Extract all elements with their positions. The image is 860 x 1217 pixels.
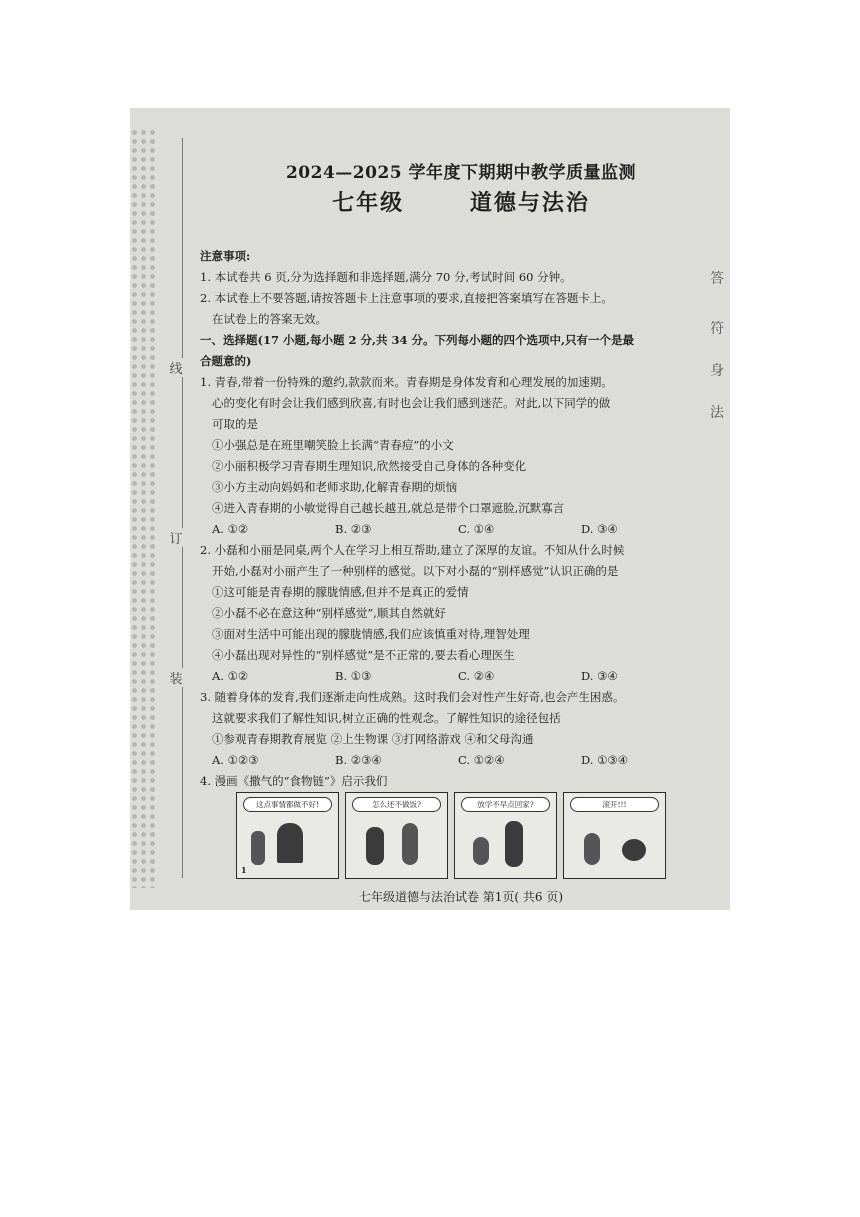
question-stem: 4. 漫画《撒气的“食物链”》启示我们 xyxy=(200,774,388,788)
father-figure xyxy=(366,827,384,865)
worker-figure xyxy=(251,831,265,865)
question-stem: 可取的是 xyxy=(212,417,258,431)
notice-heading: 注意事项: xyxy=(200,249,251,263)
statement: ④小磊出现对异性的“别样感觉”是不正常的,要去看心理医生 xyxy=(212,648,515,662)
margin-char: 符 xyxy=(710,321,724,337)
dog-figure xyxy=(622,839,646,861)
statement: ③小方主动向妈妈和老师求助,化解青春期的烦恼 xyxy=(212,480,458,494)
options-row xyxy=(200,519,692,540)
notice-item: 在试卷上的答案无效。 xyxy=(212,312,327,326)
comic-strip xyxy=(236,792,666,879)
option-d: D. ③④ xyxy=(581,669,618,683)
options-row xyxy=(200,666,692,687)
right-margin-bleed xyxy=(688,108,728,910)
option-a: A. ①② xyxy=(212,522,249,536)
option-b: B. ②③ xyxy=(335,522,372,536)
panel-number: 1 xyxy=(241,865,247,875)
option-a: A. ①② xyxy=(212,669,249,683)
statement: ②小磊不必在意这种“别样感觉”,顺其自然就好 xyxy=(212,606,446,620)
exam-page xyxy=(192,108,730,910)
comic-panel xyxy=(563,792,666,879)
comic-panel xyxy=(236,792,339,879)
statement: ③面对生活中可能出现的朦胧情感,我们应该慎重对待,理智处理 xyxy=(212,627,530,641)
statement: ④进入青春期的小敏觉得自己越长越丑,就总是带个口罩遮脸,沉默寡言 xyxy=(212,501,565,515)
binding-char-zhuang: 装 xyxy=(168,668,184,687)
mother-figure xyxy=(402,823,418,865)
option-d: D. ③④ xyxy=(581,522,618,536)
option-a: A. ①②③ xyxy=(212,753,259,767)
speech-bubble: 放学不早点回家? xyxy=(461,797,550,812)
page-footer: 七年级道德与法治试卷 第1页( 共6 页) xyxy=(358,890,564,904)
question-stem: 1. 青春,带着一份特殊的邀约,款款而来。青春期是身体发育和心理发展的加速期。 xyxy=(200,375,613,389)
scanned-photo xyxy=(130,108,730,910)
margin-char: 答 xyxy=(710,271,724,287)
option-c: C. ①②④ xyxy=(458,753,505,767)
statement: ①小强总是在班里嘲笑脸上长满“青春痘”的小文 xyxy=(212,438,454,452)
notice-item: 2. 本试卷上不要答题,请按答题卡上注意事项的要求,直接把答案填写在答题卡上。 xyxy=(200,291,613,305)
statement: ①参观青春期教育展览 ②上生物课 ③打网络游戏 ④和父母沟通 xyxy=(212,732,534,746)
option-b: B. ①③ xyxy=(335,669,372,683)
grade-label: 七年级 xyxy=(332,190,405,216)
boss-figure xyxy=(277,823,303,863)
option-b: B. ②③④ xyxy=(335,753,382,767)
binding-char-ding: 订 xyxy=(168,528,184,547)
section-heading: 合题意的) xyxy=(200,354,252,368)
statement: ①这可能是青春期的朦胧情感,但并不是真正的爱情 xyxy=(212,585,469,599)
binding-holes xyxy=(130,128,156,888)
options-row xyxy=(200,750,692,771)
subject-label: 道德与法治 xyxy=(469,190,590,216)
speech-bubble: 滚开!!! xyxy=(570,797,659,812)
question-stem: 心的变化有时会让我们感到欣喜,有时也会让我们感到迷茫。对此,以下同学的做 xyxy=(212,396,611,410)
notice-item: 1. 本试卷共 6 页,分为选择题和非选择题,满分 70 分,考试时间 60 分钟。 xyxy=(200,270,572,284)
option-c: C. ①④ xyxy=(458,522,495,536)
exam-body xyxy=(200,246,692,792)
margin-char: 身 xyxy=(710,363,724,379)
option-d: D. ①③④ xyxy=(581,753,629,767)
exam-title: 2024—2025 学年度下期期中教学质量监测 xyxy=(285,163,637,183)
question-stem: 2. 小磊和小丽是同桌,两个人在学习上相互帮助,建立了深厚的友谊。不知从什么时候 xyxy=(200,543,625,557)
speech-bubble: 这点事情都做不好! xyxy=(243,797,332,812)
child-figure xyxy=(473,837,489,865)
binding-char-xian: 线 xyxy=(168,358,184,377)
comic-panel xyxy=(345,792,448,879)
statement: ②小丽积极学习青春期生理知识,欣然接受自己身体的各种变化 xyxy=(212,459,527,473)
option-c: C. ②④ xyxy=(458,669,495,683)
speech-bubble: 怎么还不做饭? xyxy=(352,797,441,812)
question-stem: 开始,小磊对小丽产生了一种别样的感觉。以下对小磊的“别样感觉”认识正确的是 xyxy=(212,564,619,578)
child-figure xyxy=(584,833,600,865)
comic-panel xyxy=(454,792,557,879)
margin-char: 法 xyxy=(710,405,724,421)
mother-figure xyxy=(505,821,523,867)
question-stem: 3. 随着身体的发育,我们逐渐走向性成熟。这时我们会对性产生好奇,也会产生困惑。 xyxy=(200,690,625,704)
question-stem: 这就要求我们了解性知识,树立正确的性观念。了解性知识的途径包括 xyxy=(212,711,561,725)
section-heading: 一、选择题(17 小题,每小题 2 分,共 34 分。下列每小题的四个选项中,只有一个是最 xyxy=(200,333,634,347)
exam-subtitle xyxy=(192,186,730,217)
binding-line xyxy=(182,138,183,878)
